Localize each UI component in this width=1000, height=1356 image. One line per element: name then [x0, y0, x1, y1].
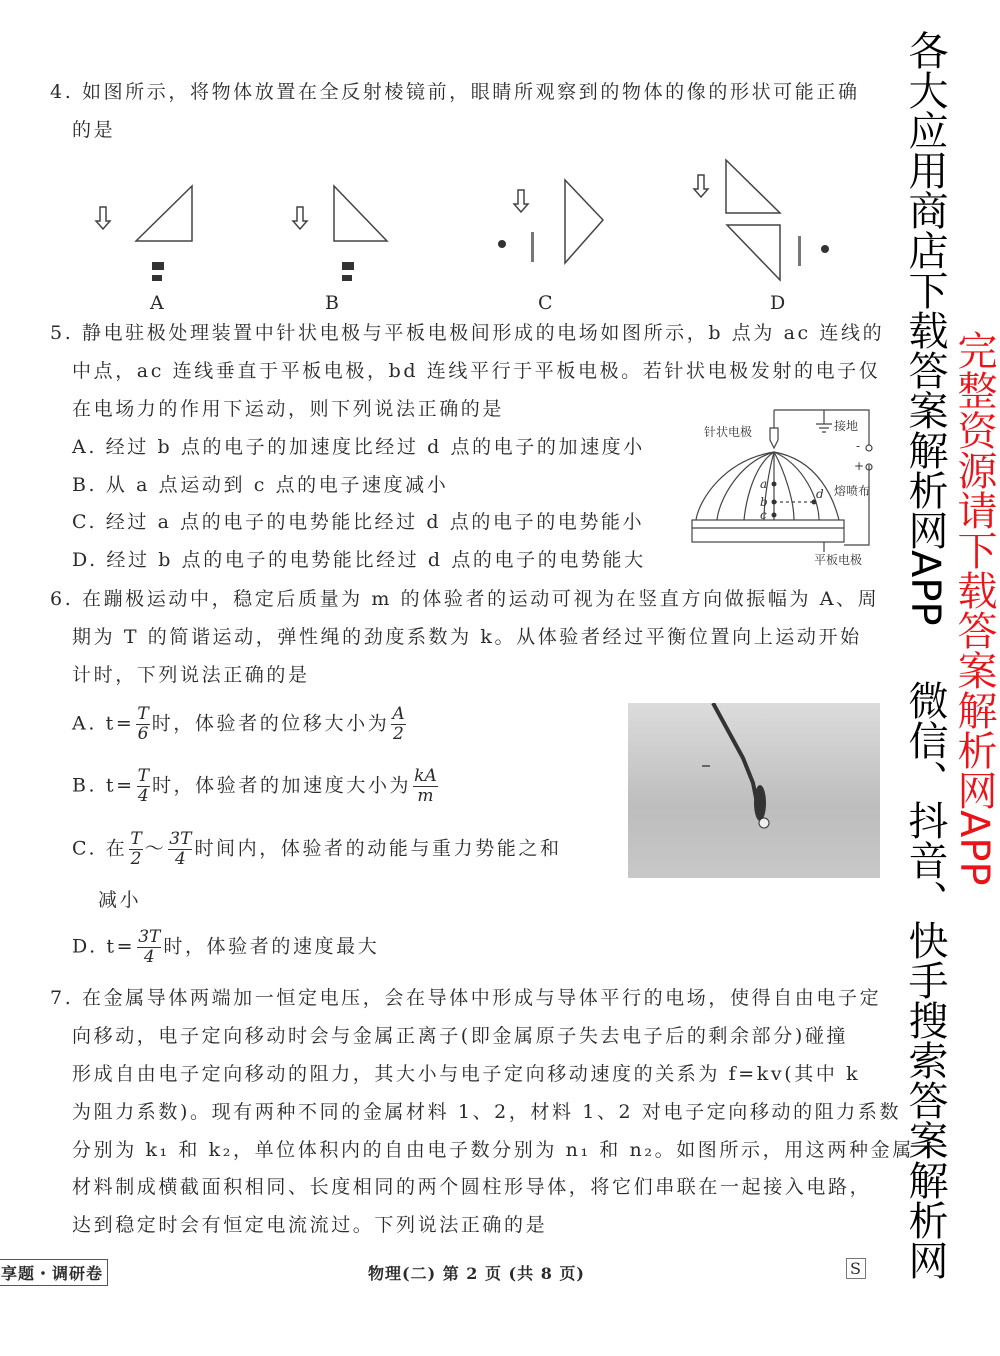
- q7-stem-line: 形成自由电子定向移动的阻力，其大小与电子定向移动速度的关系为 f=kv(其中 k: [72, 1063, 861, 1085]
- point-b-label: b: [760, 495, 768, 509]
- option-text: 时，体验者的加速度大小为: [151, 774, 412, 797]
- bungee-jumper-photo: [628, 703, 880, 878]
- option-d-label: D: [770, 292, 786, 314]
- q6-option-b: [72, 767, 440, 806]
- footer-version-badge: S: [846, 1258, 866, 1279]
- option-text: 时间内，体验者的动能与重力势能之和: [194, 837, 562, 860]
- q6-option-c-cont: 减小: [98, 889, 142, 911]
- q5-stem-line: 在电场力的作用下运动，则下列说法正确的是: [72, 398, 505, 420]
- option-text: 时，体验者的速度最大: [163, 935, 380, 958]
- q4-stem-line: 的是: [72, 119, 116, 141]
- option-prefix: A. t=: [72, 712, 135, 735]
- plus-label: +: [854, 459, 865, 473]
- q7-stem-line: 向移动，电子定向移动时会与金属正离子(即金属原子失去电子后的剩余部分)碰撞: [72, 1025, 849, 1047]
- option-b-label: B: [325, 292, 339, 314]
- q5-stem-line: 中点，ac 连线垂直于平板电极，bd 连线平行于平板电极。若针状电极发射的电子仅: [72, 360, 881, 382]
- minus-label: -: [856, 439, 861, 453]
- q5-electric-field-figure: [684, 400, 884, 570]
- option-a-triangle: [136, 186, 192, 241]
- option-prefix: B. t=: [72, 774, 135, 797]
- eye-icon: [152, 232, 829, 281]
- meltblown-label: 熔喷布: [834, 484, 871, 498]
- point-c-label: c: [760, 508, 767, 522]
- option-a-label: A: [150, 292, 164, 314]
- arrow-down-icon: [293, 207, 307, 229]
- q7-stem-line: 为阻力系数)。现有两种不同的金属材料 1、2，材料 1、2 对电子定向移动的阻力系数: [72, 1101, 902, 1123]
- tilde: ～: [144, 837, 167, 860]
- q7-stem-line: 分别为 k₁ 和 k₂，单位体积内的自由电子数分别为 n₁ 和 n₂。如图所示，用这两种金属: [72, 1139, 914, 1161]
- option-prefix: C. 在: [72, 837, 128, 860]
- q5-option-a: A. 经过 b 点的电子的加速度比经过 d 点的电子的加速度小: [72, 436, 645, 458]
- option-c-triangle: [565, 180, 603, 263]
- arrow-down-icon: [694, 175, 708, 197]
- q4-stem-line: 4. 如图所示，将物体放置在全反射棱镜前，眼睛所观察到的物体的像的形状可能正确: [50, 81, 860, 103]
- fraction: $\frac{A}{2}$: [392, 704, 405, 744]
- q6-option-c: [72, 830, 562, 869]
- q5-option-c: C. 经过 a 点的电子的电势能比经过 d 点的电子的电势能小: [72, 511, 645, 533]
- q6-stem-line: 计时，下列说法正确的是: [72, 664, 310, 686]
- fraction: $\frac{3T}{4}$: [169, 829, 192, 869]
- q7-stem-line: 达到稳定时会有恒定电流流过。下列说法正确的是: [72, 1214, 548, 1236]
- q7-stem-line: 材料制成横截面积相同、长度相同的两个圆柱形导体，将它们串联在一起接入电路，: [72, 1176, 872, 1198]
- ground-label: 接地: [834, 419, 859, 433]
- q6-option-a: [72, 705, 408, 744]
- footer-brand: 享题・调研卷: [0, 1259, 108, 1286]
- q6-stem-line: 期为 T 的简谐运动，弹性绳的劲度系数为 k。从体验者经过平衡位置向上运动开始: [72, 626, 862, 648]
- fraction: $\frac{T}{2}$: [130, 829, 142, 869]
- option-d-triangle-bottom: [727, 225, 780, 280]
- option-c-label: C: [538, 292, 553, 314]
- option-d-triangle-top: [726, 160, 780, 213]
- footer-page-info: 物理(二) 第 2 页 (共 8 页): [368, 1264, 585, 1283]
- q5-stem-line: 5. 静电驻极处理装置中针状电极与平板电极间形成的电场如图所示，b 点为 ac 连线的: [50, 322, 885, 344]
- plate-electrode-label: 平板电极: [814, 553, 863, 567]
- arrow-down-icon: [514, 190, 528, 212]
- watermark-top: 各大应用商店下载答案解析网APP: [902, 30, 948, 626]
- fraction: $\frac{T}{4}$: [137, 766, 149, 806]
- arrow-down-icon: [96, 207, 110, 229]
- watermark-bottom: 微信、抖音、快手搜索答案解析网: [902, 680, 948, 1280]
- q6-option-d: [72, 928, 379, 967]
- watermark-red: 完整资源请下载答案解析网APP: [951, 330, 997, 886]
- fraction: $\frac{3T}{4}$: [138, 927, 161, 967]
- option-text: 时，体验者的位移大小为: [151, 712, 390, 735]
- fraction: $\frac{kA}{m}$: [414, 766, 437, 806]
- option-b-triangle: [334, 186, 387, 241]
- option-prefix: D. t=: [72, 935, 136, 958]
- point-a-label: a: [760, 477, 768, 491]
- point-d-label: d: [816, 487, 824, 501]
- needle-electrode-label: 针状电极: [704, 425, 753, 439]
- q5-option-b: B. 从 a 点运动到 c 点的电子速度减小: [72, 474, 449, 496]
- q7-stem-line: 7. 在金属导体两端加一恒定电压，会在导体中形成与导体平行的电场，使得自由电子定: [50, 987, 882, 1009]
- q6-stem-line: 6. 在蹦极运动中，稳定后质量为 m 的体验者的运动可视为在竖直方向做振幅为 A、周: [50, 588, 880, 610]
- q5-option-d: D. 经过 b 点的电子的电势能比经过 d 点的电子的电势能大: [72, 549, 646, 571]
- fraction: $\frac{T}{6}$: [137, 704, 149, 744]
